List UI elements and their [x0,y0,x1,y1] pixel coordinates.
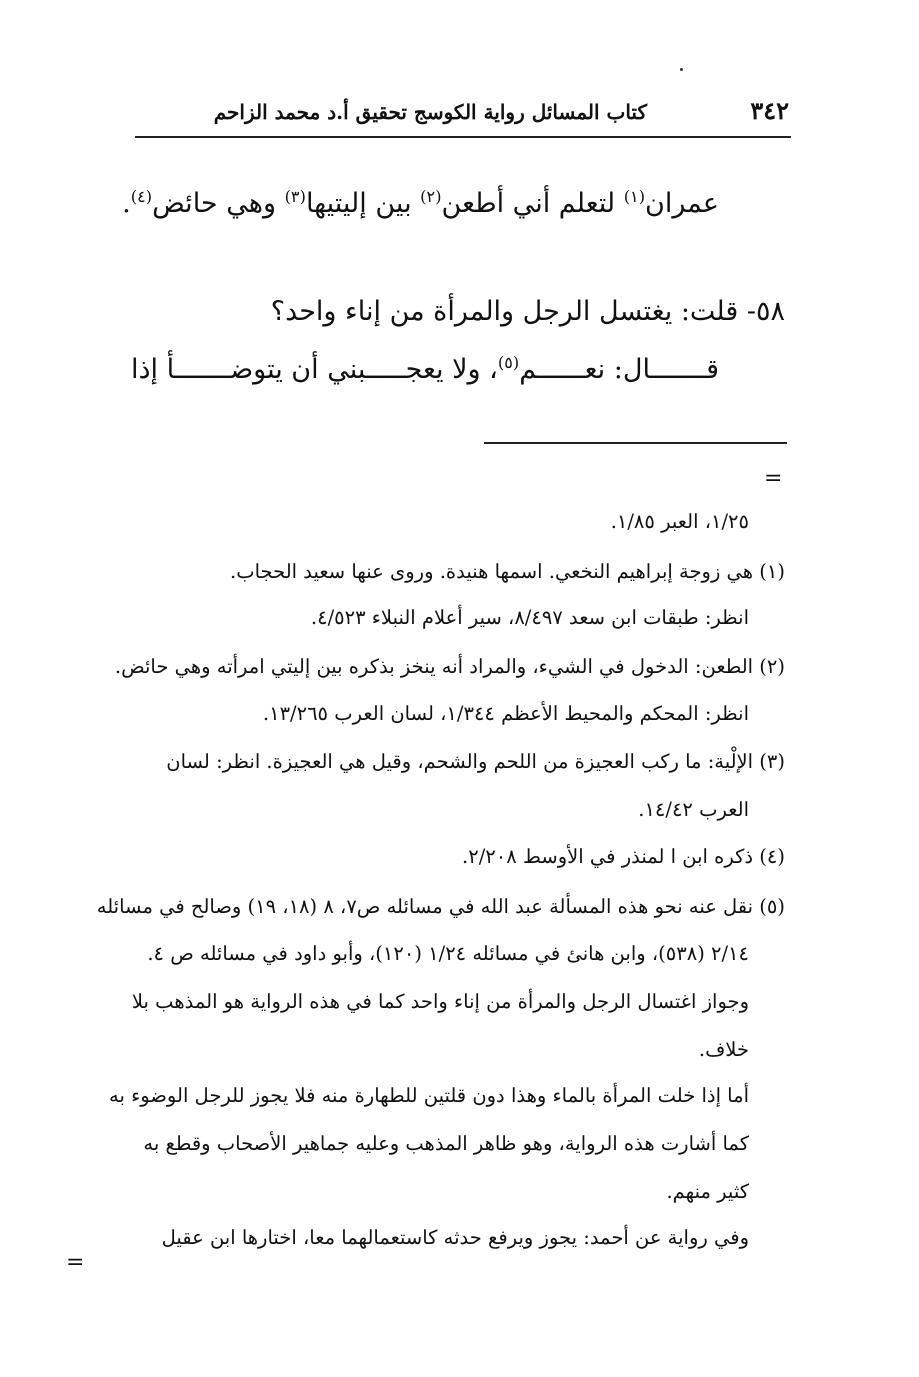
footnote-1-line-1: (١) هي زوجة إبراهيم النخعي. اسمها هنيدة. وروى عنها سعيد الحجاب. [230,560,785,583]
footnote-4: (٤) ذكره ابن ا لمنذر في الأوسط ٢/٢٠٨. [462,845,785,868]
header-rule [135,136,791,138]
answer-58-line: قـــــــال: نعــــــم$^{(٥)}$، ولا يعجـــــبني أن يتوضـــــــأ إذا [130,353,719,385]
footnote-5-line-5: أما إذا خلت المرأة بالماء وهذا دون قلتين للطهارة منه فلا يجوز للرجل الوضوء به [109,1084,749,1107]
footnote-5-line-7: كثير منهم. [666,1180,749,1203]
body-line-1: عمران$^{(١)}$ لتعلم أني أطعن$^{(٢)}$ بين إليتيها$^{(٣)}$ وهي حائض$^{(٤)}$. [122,187,719,219]
footnote-2-line-1: (٢) الطعن: الدخول في الشيء، والمراد أنه ينخز بذكره بين إليتي امرأته وهي حائض. [114,655,785,678]
footnote-ref-2[interactable]: (٢) [420,187,442,206]
question-58: ٥٨- قلت: يغتسل الرجل والمرأة من إناء واحد؟ [270,296,785,327]
footnote-5-line-3: وجواز اغتسال الرجل والمرأة من إناء واحد كما في هذه الرواية هو المذهب بلا [131,990,749,1013]
footnote-2-line-2: انظر: المحكم والمحيط الأعظم ١/٣٤٤، لسان العرب ١٣/٢٦٥. [262,702,749,725]
footnote-ref-3[interactable]: (٣) [284,187,306,206]
footnote-3-line-1: (٣) الإلْية: ما ركب العجيزة من اللحم والشحم، وقيل هي العجيزة. انظر: لسان [166,750,785,773]
footnote-5-line-6: كما أشارت هذه الرواية، وهو ظاهر المذهب وعليه جماهير الأصحاب وقطع به [143,1132,749,1155]
page-number: ٣٤٢ [750,96,789,125]
footnote-separator [484,442,787,444]
footnote-ref-4[interactable]: (٤) [130,187,153,206]
footnote-5-line-4: خلاف. [698,1038,749,1061]
footnote-ref-5[interactable]: (٥) [497,353,520,372]
footnote-5-line-1: (٥) نقل عنه نحو هذه المسألة عبد الله في مسائله ص٧، ٨ (١٨، ١٩) وصالح في مسائله [96,895,785,918]
footnote-continuation: ١/٢٥، العبر ١/٨٥. [610,510,749,533]
running-header-title: كتاب المسائل رواية الكوسج تحقيق أ.د محمد الزاحم [213,100,647,124]
footnote-1-line-2: انظر: طبقات ابن سعد ٨/٤٩٧، سير أعلام النبلاء ٤/٥٢٣. [310,606,749,629]
footnote-5-line-2: ٢/١٤ (٥٣٨)، وابن هانئ في مسائله ١/٢٤ (١٢٠)، وأبو داود في مسائله ص ٤. [147,942,749,965]
continuation-mark-bottom: = [66,1250,85,1275]
footnote-5-line-8: وفي رواية عن أحمد: يجوز ويرفع حدثه كاستعمالهما معا، اختارها ابن عقيل [161,1226,749,1249]
footnote-ref-1[interactable]: (١) [623,187,646,206]
speck-mark-icon [680,68,683,71]
footnote-3-line-2: العرب ١٤/٤٢. [638,798,749,821]
continuation-mark-top: = [764,466,783,491]
